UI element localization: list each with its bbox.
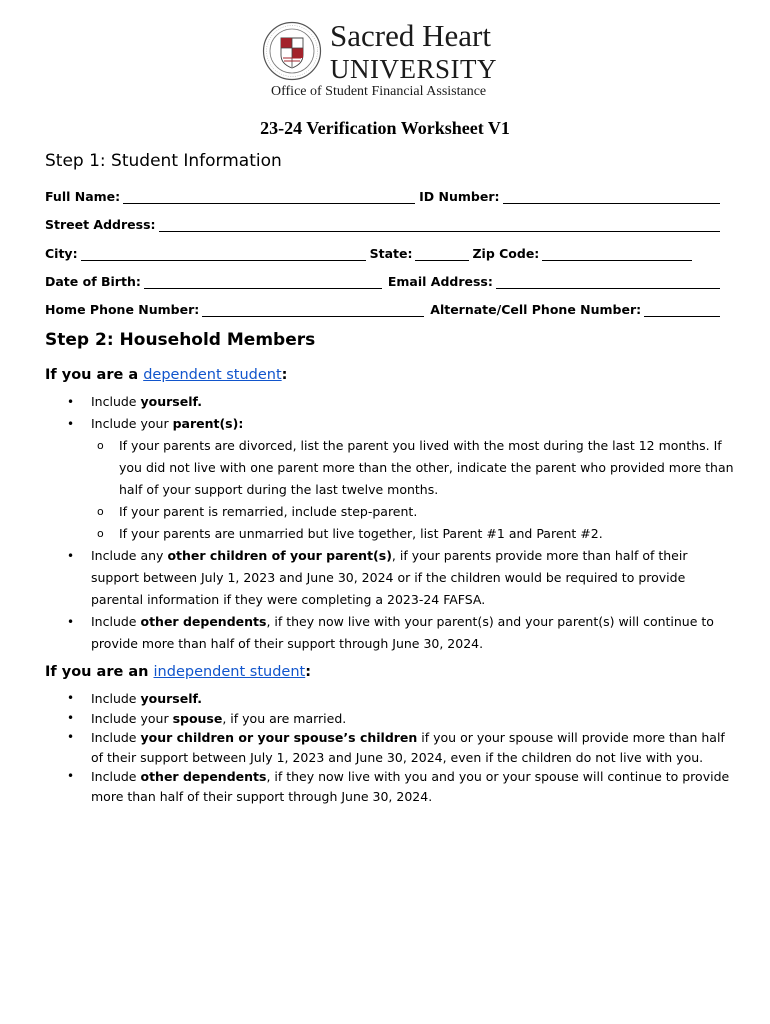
- item-text: Include: [91, 394, 141, 409]
- item-text: if you or your spouse will provide more than half of their support between July 1, 2023 and June 30, 2024, even if the children do not live with you.: [91, 730, 725, 765]
- full-name-label: Full Name:: [45, 189, 121, 204]
- row-name-id: [45, 186, 720, 204]
- email-label: Email Address:: [387, 274, 493, 289]
- item-text: , if they now live with you and you or your spouse will continue to provide more than half of their support through June 30, 2024.: [91, 769, 730, 804]
- sublist-item: o If your parents are divorced, list the parent you lived with the most during the last 12 months. If you did not live with one parent more than the other, indicate the parent who provided more than half of your support during the last twelve months.: [91, 435, 735, 501]
- city-label: City:: [45, 246, 78, 261]
- office-name: Office of Student Financial Assistance: [271, 84, 487, 99]
- item-bold: parent(s):: [172, 416, 244, 431]
- item-text: Include: [91, 691, 141, 706]
- state-label: State:: [369, 246, 413, 261]
- step1-heading: Step 1: Student Information: [45, 151, 282, 171]
- email-field[interactable]: [496, 274, 720, 289]
- parents-sublist: [91, 435, 735, 545]
- list-item: [45, 767, 735, 806]
- independent-heading: [45, 664, 311, 680]
- step2-heading: Step 2: Household Members: [45, 330, 316, 350]
- list-item: [45, 545, 735, 611]
- item-text: , if you are married.: [222, 710, 347, 726]
- home-phone-field[interactable]: [202, 302, 424, 317]
- zip-label: Zip Code:: [472, 246, 540, 261]
- dob-field[interactable]: [144, 274, 382, 289]
- item-text: Include your: [91, 416, 173, 431]
- university-seal-logo: [262, 21, 322, 81]
- alt-phone-field[interactable]: [644, 302, 720, 317]
- university-subtitle: UNIVERSITY: [330, 54, 497, 84]
- id-number-field[interactable]: [503, 189, 721, 204]
- state-field[interactable]: [415, 246, 469, 261]
- dependent-heading: [45, 367, 287, 383]
- item-bold: other dependents: [140, 614, 267, 629]
- item-text: , if they now live with your parent(s) and your parent(s) will continue to provide more than half of their support through June 30, 2024.: [91, 614, 714, 651]
- street-address-label: Street Address:: [45, 217, 156, 232]
- list-item: [45, 689, 735, 709]
- item-bold: other dependents: [140, 769, 267, 784]
- city-field[interactable]: [81, 246, 366, 261]
- full-name-field[interactable]: [123, 189, 415, 204]
- independent-heading-suffix: :: [305, 664, 312, 680]
- dependent-heading-prefix: If you are a: [45, 367, 144, 383]
- zip-field[interactable]: [542, 246, 692, 261]
- street-address-field[interactable]: [159, 217, 720, 232]
- dependent-list: [45, 391, 735, 655]
- item-bold: yourself.: [140, 394, 202, 409]
- item-bold: spouse: [172, 710, 223, 726]
- dob-label: Date of Birth:: [45, 274, 141, 289]
- row-city: [45, 243, 720, 261]
- item-text: Include: [91, 769, 141, 784]
- university-name: Sacred Heart: [330, 18, 491, 53]
- dependent-heading-suffix: :: [281, 367, 288, 383]
- list-item: [45, 728, 735, 767]
- row-phones: [45, 299, 720, 317]
- dependent-student-link[interactable]: dependent student: [143, 367, 282, 383]
- independent-heading-prefix: If you are an: [45, 664, 154, 680]
- item-text: Include: [91, 614, 141, 629]
- item-text: Include your: [91, 710, 173, 726]
- home-phone-label: Home Phone Number:: [45, 302, 200, 317]
- independent-student-link[interactable]: independent student: [153, 664, 306, 680]
- sublist-item: o If your parents are unmarried but live together, list Parent #1 and Parent #2.: [91, 523, 735, 545]
- list-item: [45, 391, 735, 413]
- id-number-label: ID Number:: [419, 189, 500, 204]
- list-item: [45, 611, 735, 655]
- item-bold: other children of your parent(s): [167, 548, 392, 563]
- alt-phone-label: Alternate/Cell Phone Number:: [430, 302, 642, 317]
- list-item: [45, 709, 735, 729]
- item-text: , if your parents provide more than half of their support between July 1, 2023 and June 30, 2024 or if the children would be required to provide parental information if they were completing a 2023-24 FAFSA.: [91, 548, 688, 607]
- row-street: [45, 214, 720, 232]
- item-text: Include: [91, 730, 141, 745]
- row-dob-email: [45, 271, 720, 289]
- list-item: [45, 413, 735, 545]
- sublist-item: o If your parent is remarried, include step-parent.: [91, 501, 735, 523]
- item-bold: yourself.: [140, 691, 202, 706]
- independent-list: [45, 689, 735, 806]
- item-text: Include any: [91, 548, 168, 563]
- document-title: 23-24 Verification Worksheet V1: [260, 118, 510, 138]
- item-bold: your children or your spouse’s children: [140, 730, 418, 745]
